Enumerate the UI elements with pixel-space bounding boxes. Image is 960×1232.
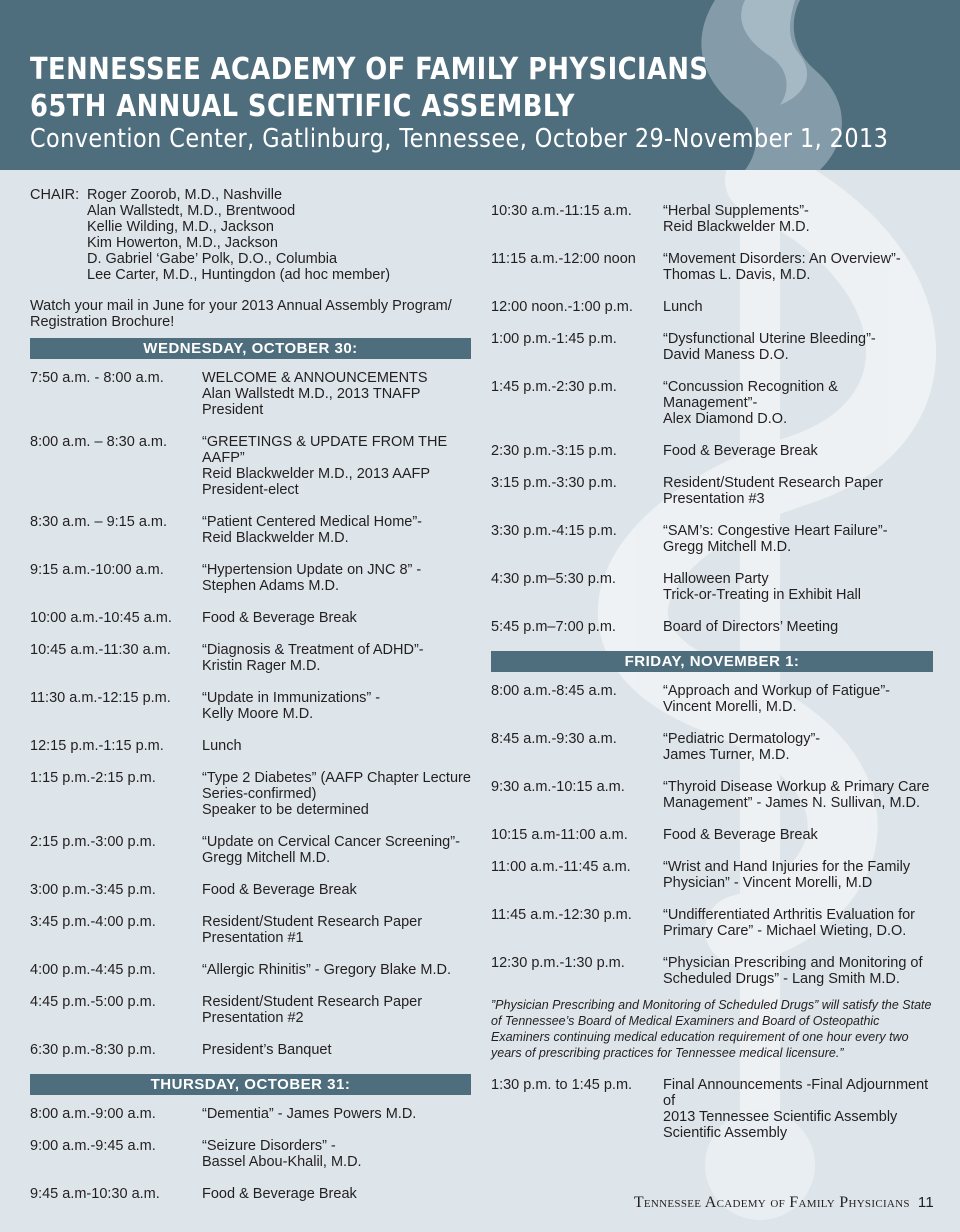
session-line: Lunch (202, 738, 242, 754)
schedule-thursday-continued (491, 203, 933, 635)
schedule-thursday (30, 1106, 471, 1202)
chair-member: D. Gabriel ‘Gabe’ Polk, D.O., Columbia (87, 251, 338, 267)
session-line: “Allergic Rhinitis” - Gregory Blake M.D. (202, 962, 451, 978)
session-line: “Dysfunctional Uterine Bleeding”- (663, 331, 876, 347)
session-line: “Update on Cervical Cancer Screening”- (202, 834, 460, 850)
session-time: 5:45 p.m–7:00 p.m. (491, 619, 616, 635)
session-line: Lunch (663, 299, 703, 315)
session-time: 4:00 p.m.-4:45 p.m. (30, 962, 156, 978)
schedule-row (491, 475, 933, 507)
session-description (202, 1042, 471, 1058)
session-line: “SAM’s: Congestive Heart Failure”- (663, 523, 888, 539)
session-line: Alan Wallstedt M.D., 2013 TNAFP President (202, 386, 421, 418)
schedule-row (30, 994, 471, 1026)
schedule-wednesday (30, 370, 471, 1058)
session-line: Food & Beverage Break (663, 827, 818, 843)
session-description (663, 779, 933, 811)
session-line: Halloween Party (663, 571, 769, 587)
session-time: 3:45 p.m.-4:00 p.m. (30, 914, 156, 930)
session-time: 10:00 a.m.-10:45 a.m. (30, 610, 172, 626)
schedule-row (491, 907, 933, 939)
watch-note: Watch your mail in June for your 2013 Annual Assembly Program/ Registration Brochure! (30, 298, 452, 330)
session-time: 2:15 p.m.-3:00 p.m. (30, 834, 156, 850)
schedule-row (491, 299, 933, 315)
session-description (202, 690, 471, 722)
schedule-row (30, 1138, 471, 1170)
session-line: Physician” - Vincent Morelli, M.D (663, 875, 873, 891)
session-line: 2013 Tennessee Scientific Assembly (663, 1109, 898, 1125)
session-line: Reid Blackwelder M.D. (663, 219, 810, 235)
session-description (663, 475, 933, 507)
session-line: Resident/Student Research Paper (202, 994, 423, 1010)
session-time: 1:45 p.m.-2:30 p.m. (491, 379, 617, 395)
day-heading-friday: FRIDAY, NOVEMBER 1: (491, 651, 933, 672)
schedule-row (30, 770, 471, 818)
session-line: WELCOME & ANNOUNCEMENTS (202, 370, 428, 386)
session-line: “Update in Immunizations” - (202, 690, 381, 706)
page-footer (634, 1194, 934, 1212)
session-description (663, 379, 933, 427)
chair-member: Kim Howerton, M.D., Jackson (87, 235, 278, 251)
session-time: 8:00 a.m.-9:00 a.m. (30, 1106, 156, 1122)
header-subtitle: Convention Center, Gatlinburg, Tennessee, October 29-November 1, 2013 (30, 124, 889, 154)
session-line: Vincent Morelli, M.D. (663, 699, 797, 715)
schedule-row (491, 203, 933, 235)
schedule-row (491, 379, 933, 427)
session-description (663, 299, 933, 315)
session-time: 1:15 p.m.-2:15 p.m. (30, 770, 156, 786)
session-time: 3:30 p.m.-4:15 p.m. (491, 523, 617, 539)
session-line: Reid Blackwelder M.D. (202, 530, 349, 546)
session-time: 10:45 a.m.-11:30 a.m. (30, 642, 171, 658)
session-line: “GREETINGS & UPDATE FROM THE AAFP” (202, 434, 448, 466)
chair-member: Roger Zoorob, M.D., Nashville (87, 187, 283, 203)
session-description (663, 731, 933, 763)
session-line: Alex Diamond D.O. (663, 411, 788, 427)
session-description (202, 610, 471, 626)
schedule-row (491, 619, 933, 635)
session-time: 10:30 a.m.-11:15 a.m. (491, 203, 632, 219)
schedule-row (30, 514, 471, 546)
session-description (663, 859, 933, 891)
schedule-row (30, 962, 471, 978)
schedule-row (30, 642, 471, 674)
session-time: 7:50 a.m. - 8:00 a.m. (30, 370, 164, 386)
session-line: Gregg Mitchell M.D. (202, 850, 331, 866)
session-description (202, 770, 471, 818)
session-line: Kristin Rager M.D. (202, 658, 321, 674)
session-description (663, 251, 933, 283)
day-heading-wednesday: WEDNESDAY, OCTOBER 30: (30, 338, 471, 359)
session-line: Food & Beverage Break (202, 1186, 357, 1202)
session-description (663, 827, 933, 843)
session-description (663, 571, 933, 603)
session-time: 1:30 p.m. to 1:45 p.m. (491, 1077, 633, 1093)
schedule-row (30, 434, 471, 498)
header-title-line1: TENNESSEE ACADEMY OF FAMILY PHYSICIANS (30, 52, 709, 87)
session-line: Final Announcements -Final Adjournment of (663, 1077, 929, 1109)
session-line: Primary Care” - Michael Wieting, D.O. (663, 923, 907, 939)
session-line: Food & Beverage Break (663, 443, 818, 459)
session-line: Series-confirmed) (202, 786, 317, 802)
session-description (663, 619, 933, 635)
session-description (202, 738, 471, 754)
schedule-row (491, 571, 933, 603)
session-line: Resident/Student Research Paper (663, 475, 884, 491)
session-time: 12:15 p.m.-1:15 p.m. (30, 738, 164, 754)
session-description (663, 907, 933, 939)
page-number: 11 (917, 1194, 934, 1211)
session-line: “Hypertension Update on JNC 8” - (202, 562, 422, 578)
session-time: 3:15 p.m.-3:30 p.m. (491, 475, 617, 491)
session-time: 4:45 p.m.-5:00 p.m. (30, 994, 156, 1010)
session-line: Scientific Assembly (663, 1125, 788, 1141)
schedule-row (30, 1186, 471, 1202)
session-line: “Pediatric Dermatology”- (663, 731, 821, 747)
schedule-row (491, 859, 933, 891)
session-line: David Maness D.O. (663, 347, 789, 363)
session-time: 9:30 a.m.-10:15 a.m. (491, 779, 625, 795)
session-line: Food & Beverage Break (202, 882, 357, 898)
session-time: 6:30 p.m.-8:30 p.m. (30, 1042, 156, 1058)
session-line: “Physician Prescribing and Monitoring of (663, 955, 923, 971)
session-line: “Approach and Workup of Fatigue”- (663, 683, 891, 699)
schedule-row (491, 443, 933, 459)
session-time: 12:30 p.m.-1:30 p.m. (491, 955, 625, 971)
session-line: “Type 2 Diabetes” (AAFP Chapter Lecture (202, 770, 471, 786)
day-heading-thursday: THURSDAY, OCTOBER 31: (30, 1074, 471, 1095)
session-time: 8:30 a.m. – 9:15 a.m. (30, 514, 168, 530)
session-line: Board of Directors’ Meeting (663, 619, 839, 635)
session-description (202, 834, 471, 866)
session-description (202, 914, 471, 946)
session-line: “Dementia” - James Powers M.D. (202, 1106, 417, 1122)
session-time: 11:30 a.m.-12:15 p.m. (30, 690, 171, 706)
session-time: 11:15 a.m.-12:00 noon (491, 251, 636, 267)
session-line: “Undifferentiated Arthritis Evaluation for (663, 907, 916, 923)
schedule-row (491, 731, 933, 763)
session-line: “Thyroid Disease Workup & Primary Care (663, 779, 930, 795)
schedule-row (491, 1077, 933, 1141)
session-line: “Concussion Recognition & Management”- (663, 379, 838, 411)
schedule-row (30, 1106, 471, 1122)
session-line: Presentation #2 (202, 1010, 304, 1026)
session-line: Speaker to be determined (202, 802, 369, 818)
session-description (202, 370, 471, 418)
session-description (202, 994, 471, 1026)
session-line: “Herbal Supplements”- (663, 203, 809, 219)
session-description (663, 683, 933, 715)
header-title-line2: 65TH ANNUAL SCIENTIFIC ASSEMBLY (30, 89, 575, 124)
schedule-row (30, 738, 471, 754)
left-column (30, 187, 471, 1218)
session-description (202, 642, 471, 674)
session-description (663, 1077, 933, 1141)
session-description (663, 203, 933, 235)
session-line: President’s Banquet (202, 1042, 332, 1058)
session-line: Stephen Adams M.D. (202, 578, 340, 594)
session-line: Kelly Moore M.D. (202, 706, 314, 722)
session-description (202, 1138, 471, 1170)
chair-label: CHAIR: (30, 187, 80, 203)
schedule-row (30, 610, 471, 626)
session-line: “Diagnosis & Treatment of ADHD”- (202, 642, 424, 658)
schedule-row (30, 370, 471, 418)
session-line: “Seizure Disorders” - (202, 1138, 336, 1154)
session-time: 11:00 a.m.-11:45 a.m. (491, 859, 631, 875)
session-description (202, 1186, 471, 1202)
schedule-row (491, 683, 933, 715)
schedule-row (30, 690, 471, 722)
session-time: 2:30 p.m.-3:15 p.m. (491, 443, 617, 459)
session-description (202, 514, 471, 546)
session-line: Resident/Student Research Paper (202, 914, 423, 930)
session-line: Thomas L. Davis, M.D. (663, 267, 811, 283)
schedule-row (491, 523, 933, 555)
session-description (202, 882, 471, 898)
session-time: 9:15 a.m.-10:00 a.m. (30, 562, 164, 578)
session-line: Gregg Mitchell M.D. (663, 539, 792, 555)
session-time: 8:00 a.m. – 8:30 a.m. (30, 434, 168, 450)
schedule-row (30, 882, 471, 898)
session-description (663, 523, 933, 555)
chair-block (30, 187, 471, 283)
prescribing-note: ”Physician Prescribing and Monitoring of Scheduled Drugs” will satisfy the State of Tennessee’s Board of Medical Examiners and Board of Osteopathic Examiners continuing medical education requirement of one hour every two years of prescribing practices for Tennessee medical licensure.” (491, 998, 932, 1060)
session-time: 1:00 p.m.-1:45 p.m. (491, 331, 617, 347)
schedule-row (491, 779, 933, 811)
footer-org: Tennessee Academy of Family Physicians (633, 1194, 910, 1211)
session-time: 12:00 noon.-1:00 p.m. (491, 299, 633, 315)
session-description (202, 562, 471, 594)
session-line: “Wrist and Hand Injuries for the Family (663, 859, 911, 875)
session-line: “Patient Centered Medical Home”- (202, 514, 423, 530)
schedule-row (30, 562, 471, 594)
right-column (491, 203, 933, 1157)
chair-member: Alan Wallstedt, M.D., Brentwood (87, 203, 296, 219)
schedule-row (30, 834, 471, 866)
session-line: Food & Beverage Break (202, 610, 357, 626)
session-line: James Turner, M.D. (663, 747, 790, 763)
page-header (0, 0, 960, 170)
session-time: 9:00 a.m.-9:45 a.m. (30, 1138, 156, 1154)
schedule-friday (491, 683, 933, 987)
session-line: Presentation #1 (202, 930, 304, 946)
chair-members (87, 187, 390, 283)
session-line: “Movement Disorders: An Overview”- (663, 251, 901, 267)
session-description (663, 955, 933, 987)
session-time: 11:45 a.m.-12:30 p.m. (491, 907, 632, 923)
session-time: 8:45 a.m.-9:30 a.m. (491, 731, 617, 747)
session-time: 10:15 a.m-11:00 a.m. (491, 827, 628, 843)
schedule-row (30, 914, 471, 946)
chair-member: Kellie Wilding, M.D., Jackson (87, 219, 274, 235)
session-line: President-elect (202, 482, 299, 498)
session-time: 9:45 a.m-10:30 a.m. (30, 1186, 160, 1202)
schedule-row (491, 331, 933, 363)
chair-member: Lee Carter, M.D., Huntingdon (ad hoc member) (87, 267, 391, 283)
schedule-row (30, 1042, 471, 1058)
session-description (663, 443, 933, 459)
session-line: Reid Blackwelder M.D., 2013 AAFP (202, 466, 431, 482)
session-line: Scheduled Drugs” - Lang Smith M.D. (663, 971, 900, 987)
session-description (202, 434, 471, 498)
session-line: Management” - James N. Sullivan, M.D. (663, 795, 921, 811)
session-time: 3:00 p.m.-3:45 p.m. (30, 882, 156, 898)
session-line: Presentation #3 (663, 491, 765, 507)
session-description (202, 1106, 471, 1122)
session-time: 8:00 a.m.-8:45 a.m. (491, 683, 617, 699)
session-description (663, 331, 933, 363)
schedule-row (491, 955, 933, 987)
session-description (202, 962, 471, 978)
schedule-row (491, 827, 933, 843)
session-time: 4:30 p.m–5:30 p.m. (491, 571, 616, 587)
session-line: Trick-or-Treating in Exhibit Hall (663, 587, 861, 603)
session-line: Bassel Abou-Khalil, M.D. (202, 1154, 362, 1170)
schedule-row (491, 251, 933, 283)
